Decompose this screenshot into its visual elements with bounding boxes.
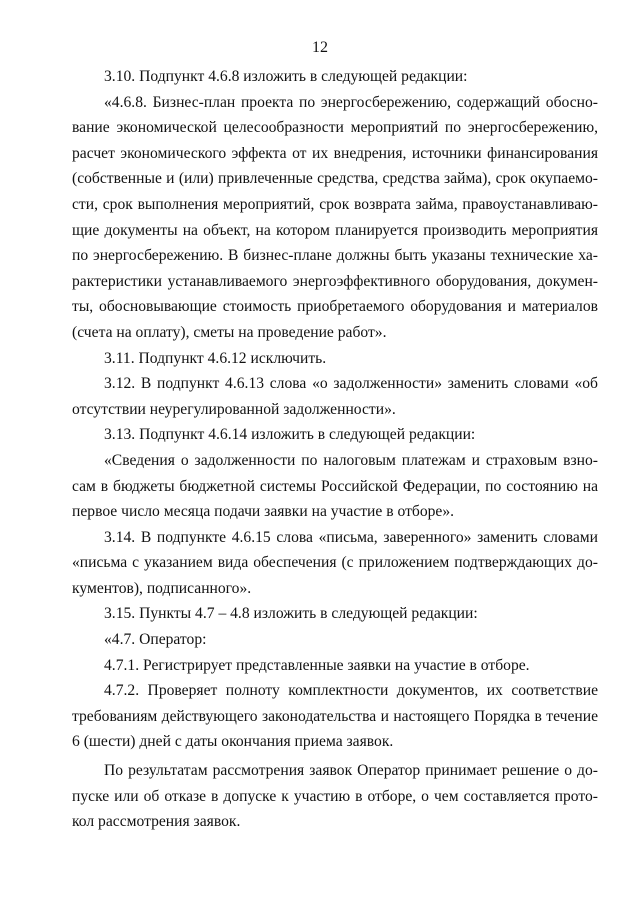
paragraph-3-15: 3.15. Пункты 4.7 – 4.8 изложить в следующей редакции: [104, 605, 478, 623]
paragraph-4-7-2: 4.7.2. Проверяет полноту комплектности документов, их соответствие требованиям действующего законодательства и настоящего Порядка в течение 6 (шести) дней с даты окончания приема заявок. [72, 682, 598, 751]
paragraph-4-7-1: 4.7.1. Регистрирует представленные заявки на участие в отборе. [104, 656, 530, 674]
paragraph-3-14: 3.14. В подпункте 4.6.15 слова «письма, заверенного» заменить словами «письма с указанием вида обеспечения (с приложением подтверждающих документов), подписанного». [72, 528, 598, 597]
paragraph-3-11: 3.11. Подпункт 4.6.12 исключить. [104, 349, 327, 367]
paragraph-review-results: По результатам рассмотрения заявок Оператор принимает решение о допуске или об отказе в допуске к участию в отборе, о чем составляется протокол рассмотрения заявок. [72, 762, 598, 831]
document-body [72, 64, 598, 835]
paragraph-4-6-8-text: «4.6.8. Бизнес-план проекта по энергосбережению, содержащий обоснование экономической целесообразности мероприятий по энергосбережению, расчет экономического эффекта от их внедрения, источники финансирования (собственные и (или) привлеченные средства, средства займа), срок окупаемости, срок выполнения мероприятий, срок возврата займа, правоустанавливающие документы на объект, на котором планируется производить мероприятия по энергосбережению. В бизнес-плане должны быть указаны технические характеристики устанавливаемого энергоэффективного оборудования, документы, обосновывающие стоимость приобретаемого оборудования и материалов (счета на оплату), сметы на проведение работ». [72, 93, 598, 341]
paragraph-3-10: 3.10. Подпункт 4.6.8 изложить в следующей редакции: [104, 68, 468, 85]
page-number: 12 [312, 39, 328, 56]
paragraph-3-12: 3.12. В подпункт 4.6.13 слова «о задолженности» заменить словами «об отсутствии неурегулированной задолженности». [72, 375, 598, 418]
paragraph-4-7-heading: «4.7. Оператор: [104, 631, 207, 649]
paragraph-4-6-14-text: «Сведения о задолженности по налоговым платежам и страховым взносам в бюджеты бюджетной системы Российской Федерации, по состоянию на первое число месяца подачи заявки на участие в отборе». [72, 451, 598, 521]
paragraph-3-13: 3.13. Подпункт 4.6.14 изложить в следующей редакции: [104, 426, 476, 444]
